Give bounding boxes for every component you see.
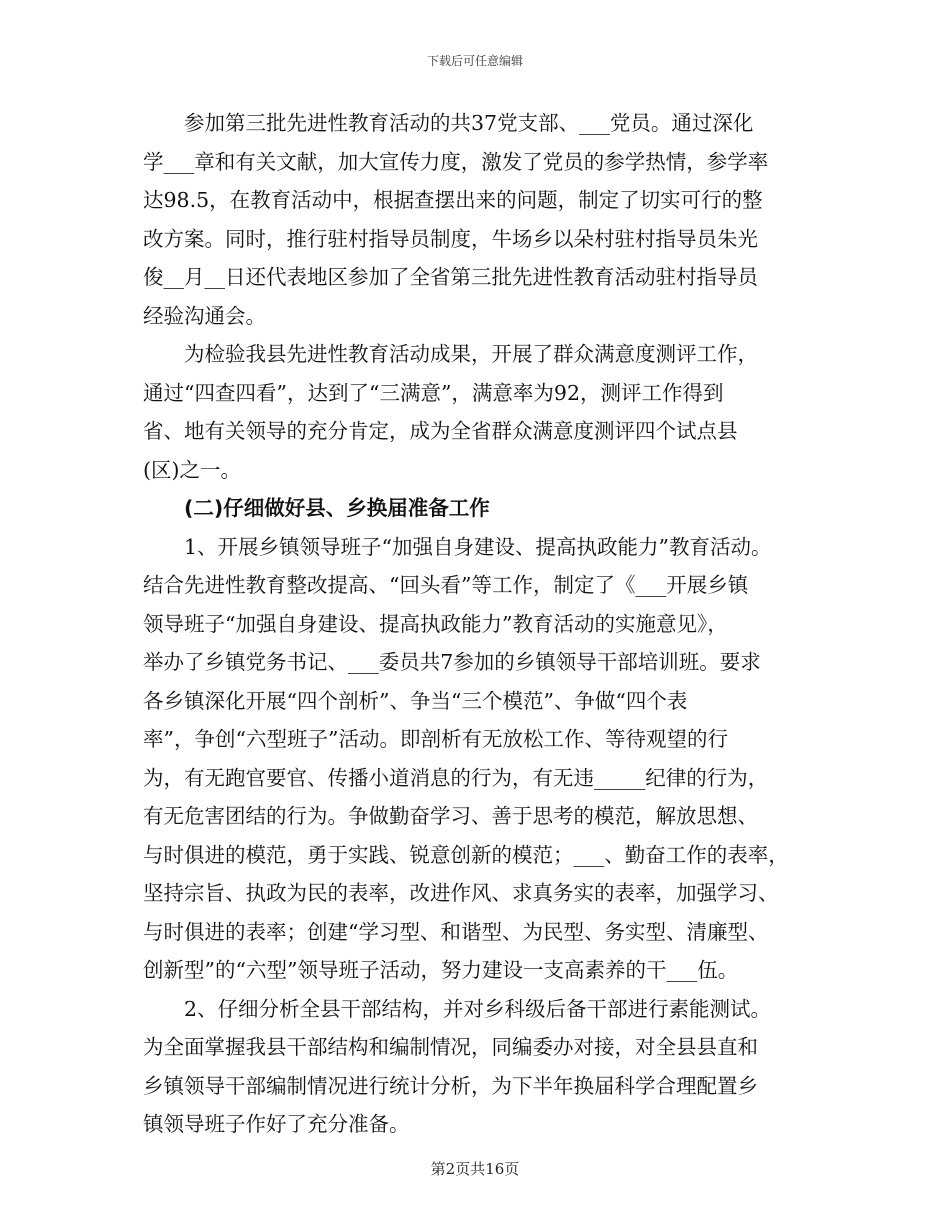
text-line: 镇领导班子作好了充分准备。 [143, 1112, 410, 1136]
text-line: 为全面掌握我县干部结构和编制情况，同编委办对接，对全县县直和 [143, 1035, 758, 1059]
text-line: 1、开展乡镇领导班子“加强自身建设、提高执政能力”教育活动。 [143, 534, 772, 559]
text-line: 结合先进性教育整改提高、“回头看”等工作，制定了《___开展乡镇 [143, 573, 749, 597]
section-heading: (二)仔细做好县、乡换届准备工作 [143, 496, 490, 520]
text-line: 为，有无跑官要官、传播小道消息的行为，有无违_____纪律的行为， [143, 765, 769, 790]
text-line: 举办了乡镇党务书记、___委员共7参加的乡镇领导干部培训班。要求 [143, 650, 761, 674]
text-line: 与时俱进的模范，勇于实践、锐意创新的模范；___、勤奋工作的表率， [143, 842, 789, 867]
text-line: 达98.5，在教育活动中，根据查摆出来的问题，制定了切实可行的整 [143, 188, 763, 212]
text-line: 领导班子“加强自身建设、提高执政能力”教育活动的实施意见》， [143, 611, 728, 636]
text-line: (区)之一。 [143, 457, 241, 482]
document-body [143, 104, 833, 1144]
text-line: 乡镇领导干部编制情况进行统计分析，为下半年换届科学合理配置乡 [143, 1073, 758, 1098]
text-line: 创新型”的“六型”领导班子活动，努力建设一支高素养的干___伍。 [143, 958, 739, 982]
text-line: 率”，争创“六型班子”活动。即剖析有无放松工作、等待观望的行 [143, 727, 728, 751]
text-line: 改方案。同时，推行驻村指导员制度，牛场乡以朵村驻村指导员朱光 [143, 226, 758, 251]
text-line: 学___章和有关文献，加大宣传力度，激发了党员的参学热情，参学率 [143, 149, 769, 174]
text-line: 为检验我县先进性教育活动成果，开展了群众满意度测评工作， [143, 342, 758, 366]
page-header: 下载后可任意编辑 [426, 54, 523, 68]
text-line: 省、地有关领导的充分肯定，成为全省群众满意度测评四个试点县 [143, 419, 738, 443]
text-line: 与时俱进的表率；创建“学习型、和谐型、为民型、务实型、清廉型、 [143, 919, 769, 944]
text-line: 2、仔细分析全县干部结构，并对乡科级后备干部进行素能测试。 [143, 996, 772, 1021]
page-footer: 第2页共16页 [430, 1160, 520, 1178]
text-line: 参加第三批先进性教育活动的共37党支部、___党员。通过深化 [143, 111, 754, 135]
text-line: 有无危害团结的行为。争做勤奋学习、善于思考的模范，解放思想、 [143, 804, 758, 828]
text-line: 各乡镇深化开展“四个剖析”、争当“三个模范”、争做“四个表 [143, 688, 688, 713]
text-line: 经验沟通会。 [143, 303, 266, 328]
text-line: 通过“四查四看”，达到了“三满意”，满意率为92，测评工作得到 [143, 380, 724, 405]
text-line: 俊__月__日还代表地区参加了全省第三批先进性教育活动驻村指导员 [143, 265, 758, 289]
text-line: 坚持宗旨、执政为民的表率，改进作风、求真务实的表率，加强学习、 [143, 881, 779, 905]
